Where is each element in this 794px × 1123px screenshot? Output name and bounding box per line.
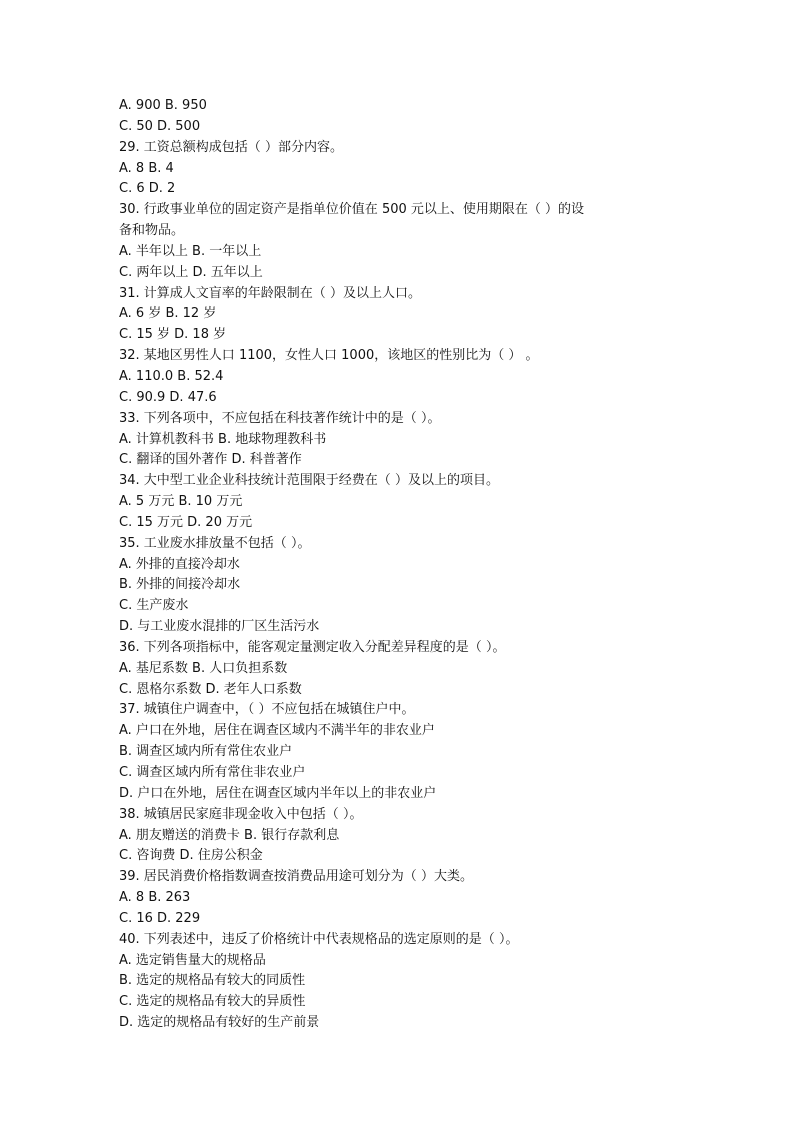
text-line: A. 外排的直接冷却水 [119,556,240,572]
text-line: A. 基尼系数 B. 人口负担系数 [119,660,288,676]
text-line: 29. 工资总额构成包括（ ）部分内容。 [119,139,343,155]
text-line: C. 选定的规格品有较大的异质性 [119,994,306,1010]
text-line: C. 生产废水 [119,598,189,614]
text-line: A. 朋友赠送的消费卡 B. 银行存款利息 [119,827,340,843]
text-line: C. 50 D. 500 [119,118,201,134]
text-line: A. 选定销售量大的规格品 [119,952,266,968]
text-line: B. 调查区域内所有常住农业户 [119,744,293,760]
text-line: A. 8 B. 4 [119,160,174,176]
text-line: C. 恩格尔系数 D. 老年人口系数 [119,681,302,697]
text-line: C. 15 岁 D. 18 岁 [119,327,227,343]
text-line: D. 户口在外地，居住在调查区域内半年以上的非农业户 [119,785,437,801]
text-line: A. 900 B. 950 [119,98,207,113]
text-line: A. 5 万元 B. 10 万元 [119,494,243,510]
text-line: A. 6 岁 B. 12 岁 [119,306,217,322]
text-line: A. 计算机教科书 B. 地球物理教科书 [119,431,327,447]
text-line: 32. 某地区男性人口 1100，女性人口 1000，该地区的性别比为（ ） 。 [119,348,539,364]
text-line: 36. 下列各项指标中，能客观定量测定收入分配差异程度的是（ ）。 [119,639,506,655]
question-text-block [119,96,679,1034]
text-line: 39. 居民消费价格指数调查按消费品用途可划分为（ ）大类。 [119,869,473,885]
text-line: 35. 工业废水排放量不包括（ ）。 [119,535,311,551]
text-line: A. 户口在外地，居住在调查区域内不满半年的非农业户 [119,723,435,739]
text-line: B. 选定的规格品有较大的同质性 [119,973,306,989]
text-line: 37. 城镇住户调查中，（ ）不应包括在城镇住户中。 [119,702,415,718]
text-line: D. 选定的规格品有较好的生产前景 [119,1015,320,1031]
text-line: C. 翻译的国外著作 D. 科普著作 [119,452,302,468]
text-line: C. 两年以上 D. 五年以上 [119,264,263,280]
text-line: B. 外排的间接冷却水 [119,577,241,593]
text-line: 38. 城镇居民家庭非现金收入中包括（ ）。 [119,806,363,822]
text-line: A. 半年以上 B. 一年以上 [119,243,262,259]
text-line: D. 与工业废水混排的厂区生活污水 [119,619,320,635]
text-line: C. 调查区域内所有常住非农业户 [119,765,306,780]
text-line: 31. 计算成人文盲率的年龄限制在（ ）及以上人口。 [119,285,421,301]
text-line: 33. 下列各项中，不应包括在科技著作统计中的是（ ）。 [119,410,441,426]
text-line: 备和物品。 [119,223,185,239]
text-line: C. 6 D. 2 [119,181,176,197]
text-line: C. 15 万元 D. 20 万元 [119,514,253,530]
text-line: A. 110.0 B. 52.4 [119,368,224,384]
text-line: C. 咨询费 D. 住房公积金 [119,848,263,864]
text-line: 30. 行政事业单位的固定资产是指单位价值在 500 元以上、使用期限在（ ）的设 [119,202,585,218]
text-line: C. 16 D. 229 [119,910,201,926]
text-line: 40. 下列表述中，违反了价格统计中代表规格品的选定原则的是（ ）。 [119,931,519,947]
text-line: 34. 大中型工业企业科技统计范围限于经费在（ ）及以上的项目。 [119,473,499,489]
text-line: A. 8 B. 263 [119,890,191,906]
text-line: C. 90.9 D. 47.6 [119,389,217,405]
